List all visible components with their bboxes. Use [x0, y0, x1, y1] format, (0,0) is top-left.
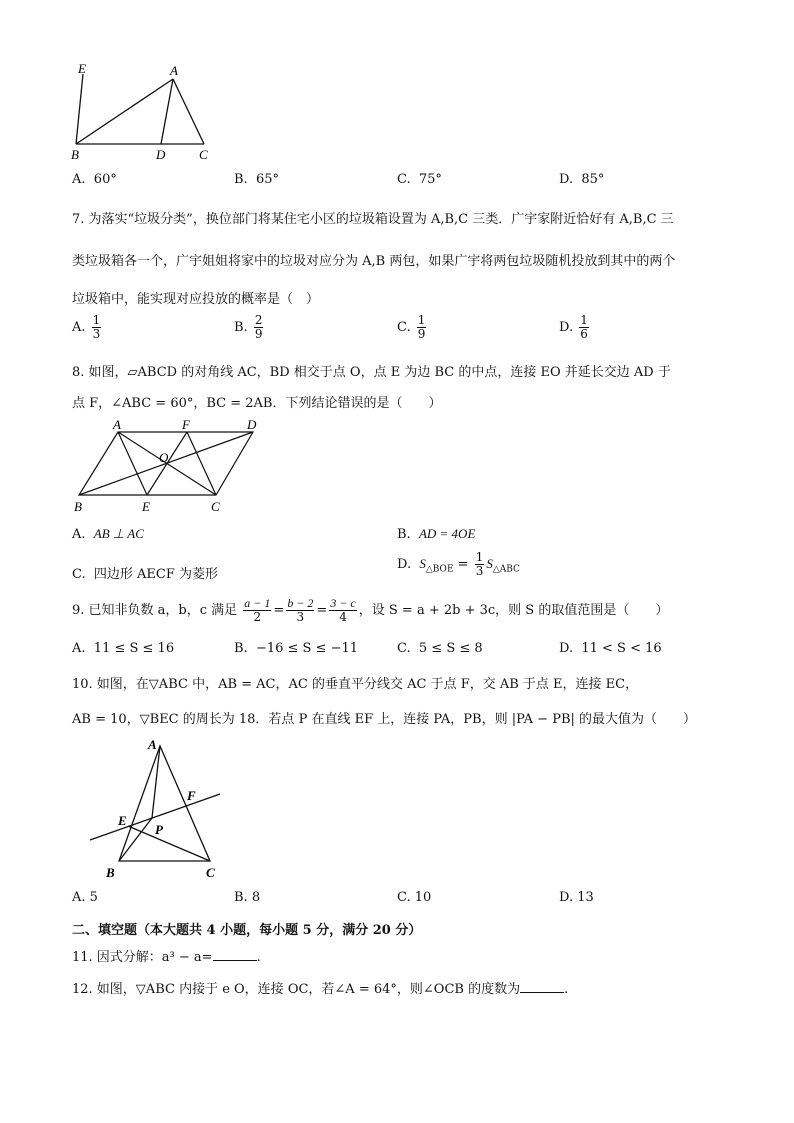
- q11-answer-blank[interactable]: [213, 948, 257, 961]
- q10-figure: [86, 734, 226, 882]
- option-letter: B.: [397, 527, 411, 542]
- q8-label-a: A: [113, 418, 121, 432]
- option-text: 11 ≤ S ≤ 16: [93, 641, 175, 656]
- q6-label-b: B: [71, 147, 79, 162]
- area-subscript: △ABC: [492, 564, 520, 575]
- option-text: 75°: [418, 172, 442, 187]
- q10-label-p: P: [155, 822, 163, 837]
- option-letter: D.: [559, 320, 574, 335]
- section-heading: 二、填空题（本大题共 4 小题，每小题 5 分，满分 20 分）: [72, 923, 422, 938]
- q9-prefix: 9. 已知非负数 a，b，c 满足: [72, 603, 238, 618]
- q6-option-c[interactable]: [397, 172, 442, 187]
- q9-option-a[interactable]: [72, 641, 174, 656]
- option-letter: A.: [72, 527, 86, 542]
- q6-label-d: D: [156, 147, 166, 162]
- q6-figure: [70, 62, 220, 164]
- q6-option-b[interactable]: [234, 172, 279, 187]
- option-letter: C.: [397, 172, 411, 187]
- q9-fraction-c: $\frac{3 - c}{4}$: [330, 596, 356, 624]
- option-text: 11 < S < 16: [581, 641, 662, 656]
- option-text: −16 ≤ S ≤ −11: [255, 641, 359, 656]
- q9-fraction-b: $\frac{b - 2}{3}$: [287, 596, 314, 624]
- option-letter: A.: [72, 890, 86, 905]
- option-letter: B.: [234, 641, 248, 656]
- option-letter: A.: [72, 172, 86, 187]
- q9-fraction-a: $\frac{a - 1}{2}$: [244, 596, 271, 624]
- area-symbol: S: [419, 556, 426, 571]
- option-text: AB ⊥ AC: [93, 526, 144, 541]
- q7-option-c[interactable]: [397, 314, 428, 341]
- option-text: 65°: [255, 172, 279, 187]
- option-text: 5 ≤ S ≤ 8: [418, 641, 483, 656]
- option-letter: D.: [559, 890, 574, 905]
- q6-option-a[interactable]: [72, 172, 117, 187]
- option-letter: C.: [72, 567, 86, 582]
- q8-label-b: B: [74, 499, 82, 514]
- option-letter: B.: [234, 172, 248, 187]
- option-letter: C.: [397, 320, 411, 335]
- q7-option-b[interactable]: [234, 314, 265, 341]
- q11-stem: [72, 946, 261, 965]
- q9-option-c[interactable]: [397, 641, 483, 656]
- option-letter: B.: [234, 890, 248, 905]
- q12-text: 12. 如图，▽ABC 内接于 e O，连接 OC，若∠A = 64°，则∠OCB 的度数为: [72, 982, 521, 997]
- option-fraction: $\frac{1}{9}$: [417, 313, 426, 341]
- q8-option-b[interactable]: [397, 526, 475, 542]
- q10-stem-line1: 10. 如图，在▽ABC 中，AB = AC，AC 的垂直平分线交 AC 于点 F，交 AB 于点 E，连接 EC，: [72, 677, 639, 692]
- q6-option-d[interactable]: [559, 172, 604, 187]
- q12-answer-blank[interactable]: [520, 980, 564, 993]
- q8-option-d[interactable]: [397, 551, 520, 578]
- q10-option-a[interactable]: [72, 890, 98, 905]
- q10-stem-line2: AB = 10，▽BEC 的周长为 18．若点 P 在直线 EF 上，连接 PA，PB，则 |PA − PB| 的最大值为（ ）: [72, 712, 697, 727]
- q9-stem: 9. 已知非负数 a，b，c 满足 $\frac{a - 1}{2}$ = $\frac{b - 2}{3}$ = $\frac{3 - c}{4}$ ，设 S = a + 2b + 3c，则 S 的取值范围是（ ）: [72, 596, 669, 624]
- q8-option-c[interactable]: [72, 563, 218, 582]
- option-letter: A.: [72, 641, 86, 656]
- option-text: 60°: [93, 172, 117, 187]
- option-text: 85°: [581, 172, 605, 187]
- option-text: 四边形 AECF 为菱形: [93, 567, 219, 582]
- q7-stem-line1: 7. 为落实“垃圾分类”，换位部门将某住宅小区的垃圾箱设置为 A,B,C 三类．广宇家附近恰好有 A,B,C 三: [72, 212, 674, 227]
- option-letter: C.: [397, 890, 411, 905]
- q10-option-b[interactable]: [234, 890, 260, 905]
- q8-figure: [70, 418, 270, 516]
- option-text: 8: [251, 890, 261, 905]
- q12-stem: [72, 978, 568, 997]
- q7-option-d[interactable]: [559, 314, 591, 341]
- q12-end: .: [564, 982, 569, 997]
- q8-label-e: E: [142, 499, 150, 514]
- q10-label-f: F: [187, 788, 196, 803]
- q11-end: .: [256, 950, 261, 965]
- option-fraction: $\frac{1}{3}$: [475, 550, 484, 578]
- q7-stem-line2: 类垃圾箱各一个，广宇姐姐将家中的垃圾对应分为 A,B 两包，如果广宇将两包垃圾随机投放到其中的两个: [72, 254, 676, 269]
- q10-option-c[interactable]: [397, 890, 431, 905]
- option-letter: D.: [559, 172, 574, 187]
- option-fraction: $\frac{1}{6}$: [580, 313, 588, 341]
- q8-option-a[interactable]: [72, 526, 144, 542]
- q11-text: 11. 因式分解：a³ − a=: [72, 950, 213, 965]
- q8-label-c: C: [211, 499, 220, 514]
- equals-sign: =: [453, 557, 473, 572]
- q8-stem-line2: 点 F，∠ABC = 60°，BC = 2AB．下列结论错误的是（ ）: [72, 396, 442, 411]
- q9-suffix: ，设 S = a + 2b + 3c，则 S 的取值范围是（ ）: [358, 603, 669, 618]
- q8-stem-line1: 8. 如图，▱ABCD 的对角线 AC，BD 相交于点 O，点 E 为边 BC 的中点，连接 EO 并延长交边 AD 于: [72, 365, 671, 380]
- option-letter: B.: [234, 320, 248, 335]
- q7-option-a[interactable]: [72, 314, 103, 341]
- q6-segment-ac: [173, 79, 204, 144]
- q6-label-a: A: [170, 63, 178, 78]
- q8-label-f: F: [182, 418, 190, 432]
- q8-label-o: O: [159, 450, 169, 465]
- q9-option-d[interactable]: [559, 641, 662, 656]
- option-letter: A.: [72, 320, 86, 335]
- q10-option-d[interactable]: [559, 890, 594, 905]
- q6-label-e: E: [78, 62, 86, 76]
- option-text: 10: [414, 890, 432, 905]
- option-text: 13: [577, 890, 594, 905]
- option-letter: C.: [397, 641, 411, 656]
- option-fraction: $\frac{1}{3}$: [92, 313, 101, 341]
- area-symbol: S: [486, 556, 493, 571]
- q10-label-c: C: [206, 865, 215, 880]
- q10-label-a: A: [148, 737, 157, 752]
- option-fraction: $\frac{2}{9}$: [254, 313, 263, 341]
- q9-option-b[interactable]: [234, 641, 358, 656]
- q6-segment-ba: [76, 79, 173, 144]
- option-letter: D.: [559, 641, 574, 656]
- q8-label-d: D: [247, 418, 257, 432]
- q10-label-e: E: [118, 813, 127, 828]
- q6-segment-be: [76, 74, 83, 144]
- option-text: AD = 4OE: [418, 526, 476, 541]
- q6-segment-ad: [161, 79, 173, 144]
- q10-label-b: B: [106, 865, 115, 880]
- area-subscript: △BOE: [425, 564, 454, 575]
- option-text: 5: [89, 890, 98, 905]
- q6-label-c: C: [199, 147, 208, 162]
- option-letter: D.: [397, 557, 412, 572]
- q7-stem-line3: 垃圾箱中，能实现对应投放的概率是（ ）: [72, 292, 320, 307]
